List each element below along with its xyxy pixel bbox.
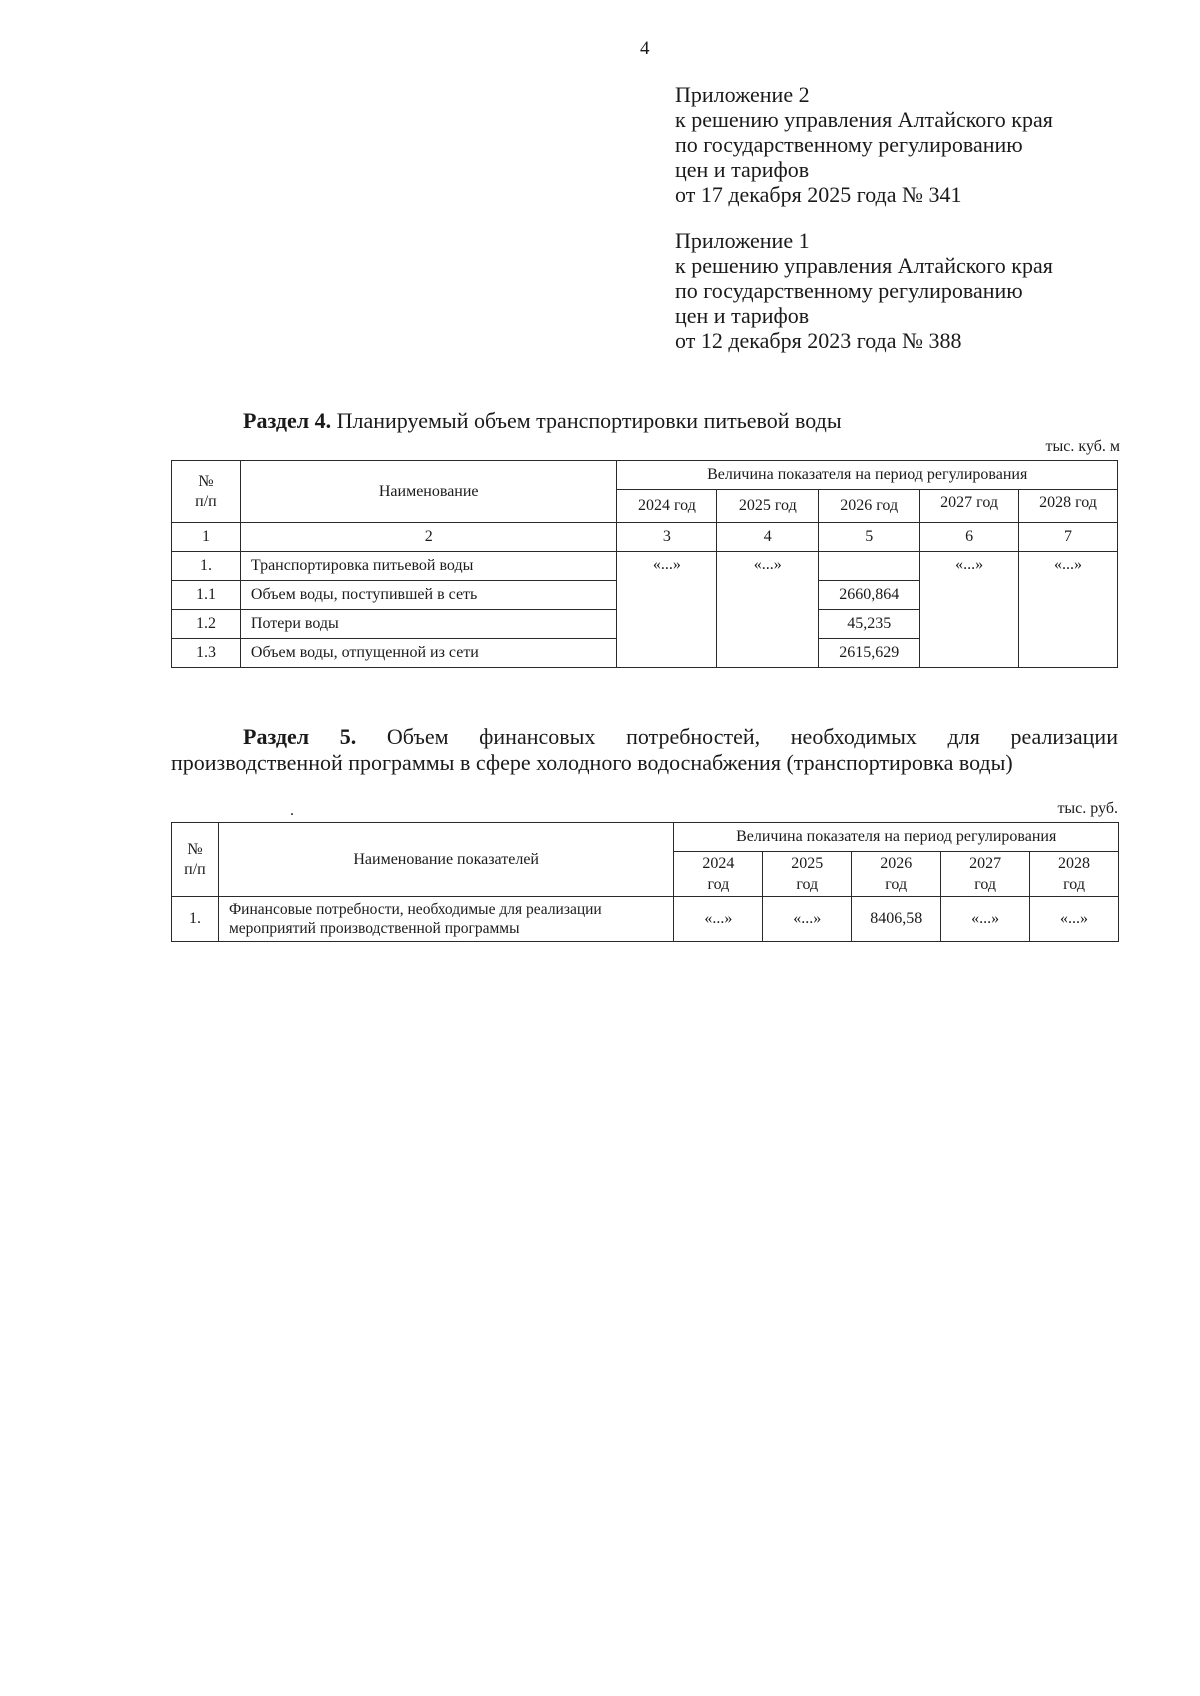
appendix-2-line: к решению управления Алтайского края: [675, 107, 1053, 132]
page-number: 4: [640, 38, 650, 59]
section-5-title: [171, 724, 1118, 776]
index-cell: 5: [819, 523, 920, 552]
value-2026: 2615,629: [819, 639, 920, 668]
row-name: Объем воды, отпущенной из сети: [240, 639, 617, 668]
appendix-1-line: к решению управления Алтайского края: [675, 253, 1053, 278]
value-2025: «...»: [763, 897, 852, 942]
year-header: [763, 852, 852, 897]
value-2028: «...»: [1019, 552, 1118, 668]
appendix-1-line: цен и тарифов: [675, 303, 810, 328]
index-cell: 7: [1019, 523, 1118, 552]
year-value: 2027: [969, 855, 1002, 872]
row-name: Транспортировка питьевой воды: [240, 552, 617, 581]
section-4-label: Раздел 4.: [243, 408, 332, 433]
year-header: 2024 год: [617, 490, 717, 523]
value-2027: «...»: [941, 897, 1030, 942]
index-cell: 2: [240, 523, 617, 552]
value-2026: 8406,58: [852, 897, 941, 942]
period-header: Величина показателя на период регулирования: [617, 461, 1118, 490]
stray-dot-mark: .: [290, 802, 294, 819]
row-number: 1.: [172, 897, 219, 942]
col-name-header: Наименование показателей: [218, 823, 673, 897]
value-2025: «...»: [717, 552, 819, 668]
period-header: Величина показателя на период регулирования: [674, 823, 1119, 852]
table-row: [172, 552, 1118, 581]
row-name: Объем воды, поступившей в сеть: [240, 581, 617, 610]
year-header: 2026 год: [819, 490, 920, 523]
value-2024: «...»: [674, 897, 763, 942]
value-2028: «...»: [1030, 897, 1119, 942]
section-4-title: [243, 408, 842, 434]
appendix-2-line: от 17 декабря 2025 года № 341: [675, 182, 962, 207]
year-header: [674, 852, 763, 897]
col-num-header: № п/п: [172, 461, 241, 523]
year-header: [941, 852, 1030, 897]
year-header: 2025 год: [717, 490, 819, 523]
row-number: 1.1: [172, 581, 241, 610]
value-2024: «...»: [617, 552, 717, 668]
index-cell: 6: [920, 523, 1019, 552]
value-2026: 45,235: [819, 610, 920, 639]
year-value: 2025: [791, 855, 824, 872]
row-name: Финансовые потребности, необходимые для реализации мероприятий производственной программы: [218, 897, 673, 942]
section-5-title-line-2: производственной программы в сфере холодного водоснабжения (транспортировка воды): [171, 750, 1013, 775]
year-suffix: год: [1063, 876, 1085, 893]
section-4-unit: тыс. куб. м: [1045, 438, 1120, 455]
table-index-row: [172, 523, 1118, 552]
col-num-header: № п/п: [172, 823, 219, 897]
appendix-2-line: цен и тарифов: [675, 157, 810, 182]
row-number: 1.3: [172, 639, 241, 668]
year-header: [852, 852, 941, 897]
year-header: [1030, 852, 1119, 897]
water-transport-table: [171, 460, 1118, 668]
year-suffix: год: [796, 876, 819, 893]
section-5-title-line-1: [171, 724, 1118, 750]
section-5-unit: тыс. руб.: [1057, 800, 1118, 817]
table-header-row: [172, 461, 1118, 490]
appendix-1-line: от 12 декабря 2023 года № 388: [675, 328, 962, 353]
value-2026: [819, 552, 920, 581]
index-cell: 1: [172, 523, 241, 552]
financial-needs-table: [171, 822, 1119, 942]
row-number: 1.2: [172, 610, 241, 639]
index-cell: 4: [717, 523, 819, 552]
year-value: 2028: [1058, 855, 1091, 872]
table-header-row: [172, 823, 1119, 852]
index-cell: 3: [617, 523, 717, 552]
section-5-label: Раздел 5.: [243, 724, 357, 749]
year-suffix: год: [885, 876, 908, 893]
appendix-2-line: Приложение 2: [675, 82, 810, 107]
value-2027: «...»: [920, 552, 1019, 668]
row-name: Потери воды: [240, 610, 617, 639]
table-row: [172, 897, 1119, 942]
appendix-1-line: Приложение 1: [675, 228, 810, 253]
appendix-2-header: [675, 82, 1053, 207]
appendix-2-line: по государственному регулированию: [675, 132, 1023, 157]
section-4-title-text: Планируемый объем транспортировки питьевой воды: [331, 408, 842, 433]
year-value: 2024: [702, 855, 735, 872]
appendix-1-line: по государственному регулированию: [675, 278, 1023, 303]
row-number: 1.: [172, 552, 241, 581]
section-5-title-text-1: Объем финансовых потребностей, необходимых для реализации: [356, 724, 1118, 749]
col-name-header: Наименование: [240, 461, 617, 523]
year-suffix: год: [707, 876, 730, 893]
year-header: 2027 год: [920, 490, 1019, 523]
year-value: 2026: [880, 855, 913, 872]
year-suffix: год: [974, 876, 997, 893]
value-2026: 2660,864: [819, 581, 920, 610]
appendix-1-header: [675, 228, 1053, 353]
year-header: 2028 год: [1019, 490, 1118, 523]
